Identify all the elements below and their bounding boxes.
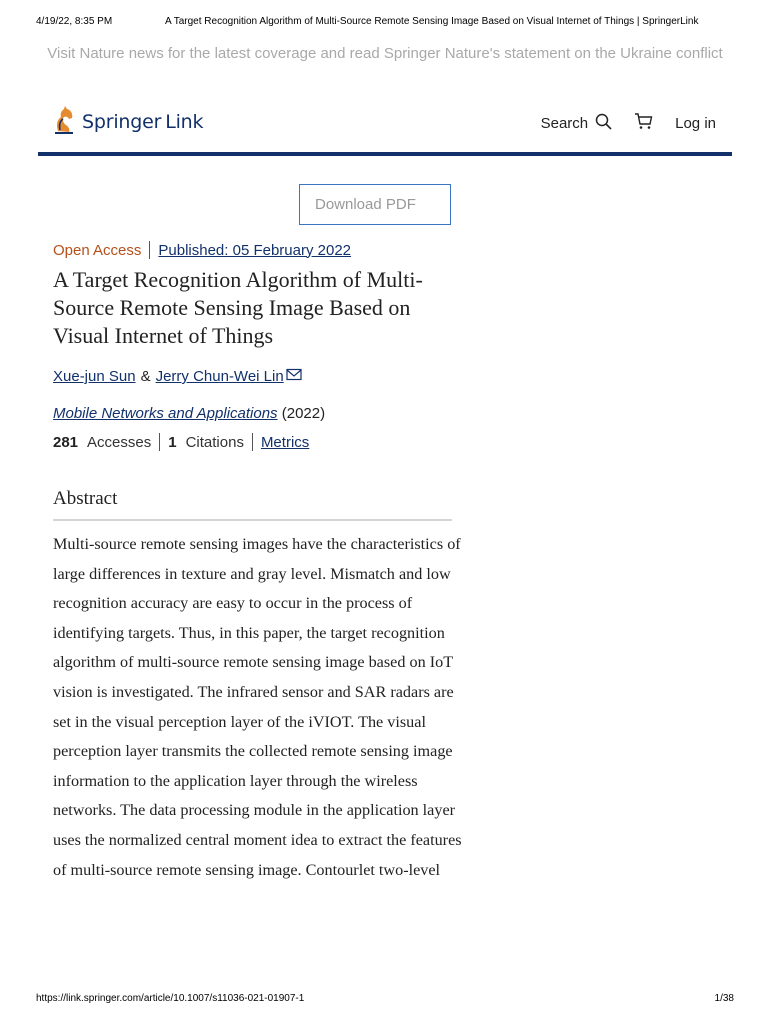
logo-wordmark <box>82 111 203 133</box>
journal-line <box>53 405 325 422</box>
login-link[interactable]: Log in <box>675 115 716 132</box>
published-date-link[interactable]: Published: 05 February 2022 <box>158 241 352 259</box>
accesses-label: Accesses <box>87 433 152 451</box>
open-access-badge: Open Access <box>53 241 142 259</box>
citations-label: Citations <box>185 433 244 451</box>
author-separator: & <box>140 368 151 385</box>
springer-horse-icon <box>52 105 76 140</box>
citations-count: 1 <box>168 433 177 451</box>
download-pdf-label: Download PDF <box>315 196 416 213</box>
divider <box>252 433 253 451</box>
springerlink-logo[interactable] <box>52 106 203 138</box>
abstract-text: Multi-source remote sensing images have the characteristics of large differences in texture and gray level. Mismatch and low recognition accuracy are easy to occur in the process of identifying targets. Thus, in this paper, the target recognition algorithm of multi-source remote sensing image based on IoT vision is investigated. The infrared sensor and SAR radars are set in the visual perception layer of the iVIOT. The visual perception layer transmits the collected remote sensing image information to the application layer through the wireless networks. The data processing module in the application layer uses the normalized central moment idea to extract the features of multi-source remote sensing image. Contourlet two-level <box>53 535 462 879</box>
metrics-link[interactable]: Metrics <box>260 433 310 451</box>
email-icon[interactable] <box>284 368 302 385</box>
article-title: A Target Recognition Algorithm of Multi-Source Remote Sensing Image Based on Visual Internet of Things <box>53 267 423 348</box>
journal-year: (2022) <box>281 405 326 422</box>
logo-link-text: Link <box>165 111 204 133</box>
author-link[interactable]: Jerry Chun-Wei Lin <box>155 368 284 385</box>
print-url: https://link.springer.com/article/10.1007/s11036-021-01907-1 <box>36 993 305 1004</box>
cart-button[interactable] <box>634 112 653 135</box>
logo-springer-text: Springer <box>82 111 162 133</box>
accesses-count: 281 <box>53 433 79 451</box>
print-datetime: 4/19/22, 8:35 PM <box>36 16 113 27</box>
top-navigation <box>38 100 732 156</box>
download-pdf-button[interactable] <box>299 184 451 225</box>
article-stats <box>53 433 309 451</box>
banner-text[interactable]: Visit Nature news for the latest coverage and read Springer Nature's statement on the Ukraine conflict <box>47 45 723 62</box>
abstract-heading: Abstract <box>53 488 452 521</box>
divider <box>159 433 160 451</box>
author-list <box>53 368 302 385</box>
cart-icon <box>634 112 653 135</box>
search-label: Search <box>540 115 589 132</box>
nav-actions <box>541 112 716 135</box>
announcement-banner[interactable] <box>40 42 730 65</box>
author-link[interactable]: Xue-jun Sun <box>53 368 136 385</box>
print-page-title: A Target Recognition Algorithm of Multi-Source Remote Sensing Image Based on Visual Internet of Things | SpringerLink <box>165 16 699 27</box>
search-icon <box>588 113 612 134</box>
divider <box>149 241 150 259</box>
print-page-number: 1/38 <box>714 993 734 1004</box>
search-button[interactable] <box>541 113 613 134</box>
journal-link[interactable]: Mobile Networks and Applications <box>53 405 278 422</box>
article-meta <box>53 241 351 259</box>
